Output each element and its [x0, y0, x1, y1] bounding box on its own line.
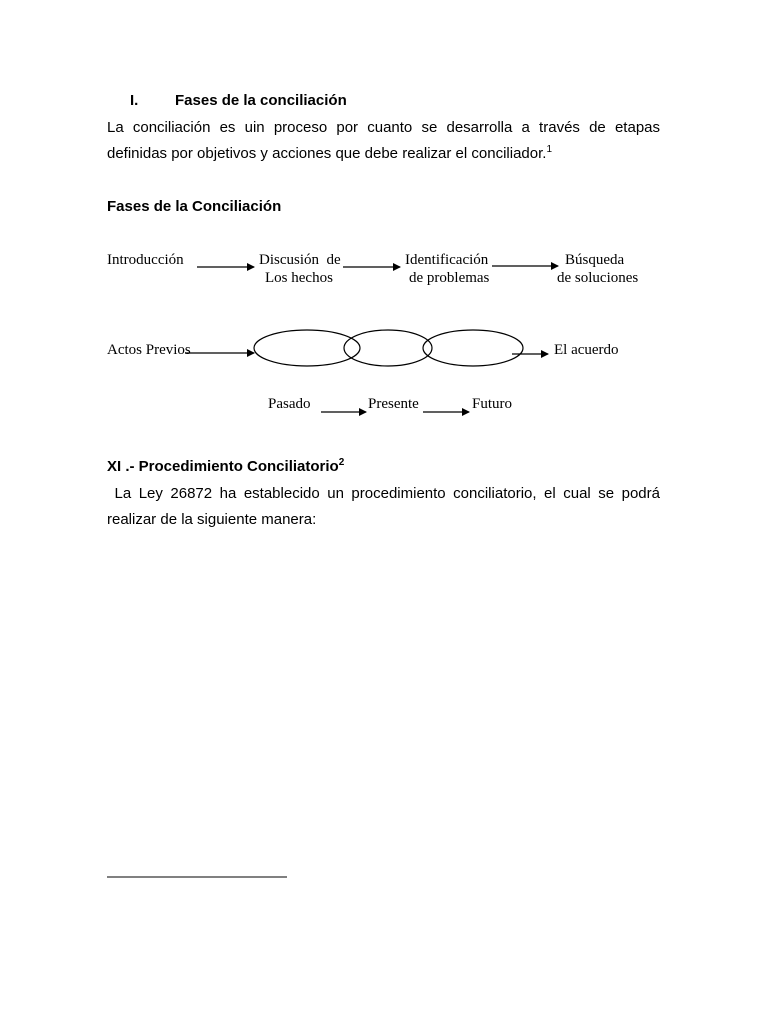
step-busqueda-line1: Búsqueda	[565, 252, 625, 268]
step-identificacion-line2: de problemas	[409, 270, 490, 286]
el-acuerdo-label: El acuerdo	[554, 342, 619, 358]
section2-title-text: XI .- Procedimiento Conciliatorio	[107, 458, 339, 475]
footnote-ref: 2	[338, 457, 345, 468]
procedure-paragraph	[107, 481, 660, 533]
step-busqueda-line2: de soluciones	[557, 270, 639, 286]
paragraph-line: realizar de la siguiente manera:	[107, 511, 317, 528]
diagram-heading: Fases de la Conciliación	[107, 198, 282, 215]
ellipse-futuro	[423, 330, 523, 366]
pasado-label: Pasado	[268, 396, 311, 412]
footnote-ref: 1	[546, 144, 552, 155]
section2-title	[107, 458, 344, 475]
ellipse-presente	[344, 330, 432, 366]
section-title: Fases de la conciliación	[175, 92, 347, 109]
futuro-label: Futuro	[472, 396, 513, 412]
step-identificacion-line1: Identificación	[405, 252, 489, 268]
step-discusion-line1: Discusión de	[259, 252, 341, 268]
paragraph-line: La Ley 26872 ha establecido un procedimiento conciliatorio, el cual se podrá	[107, 485, 660, 502]
presente-label: Presente	[368, 396, 419, 412]
paragraph-text: definidas por objetivos y acciones que debe realizar el conciliador.	[107, 145, 547, 162]
step-introduccion: Introducción	[107, 252, 184, 268]
step-discusion-line2: Los hechos	[265, 270, 333, 286]
section-numeral: I.	[130, 92, 139, 109]
actos-previos-label: Actos Previos	[107, 342, 191, 358]
paragraph-line: La conciliación es uin proceso por cuanto se desarrolla a través de etapas	[107, 119, 660, 136]
